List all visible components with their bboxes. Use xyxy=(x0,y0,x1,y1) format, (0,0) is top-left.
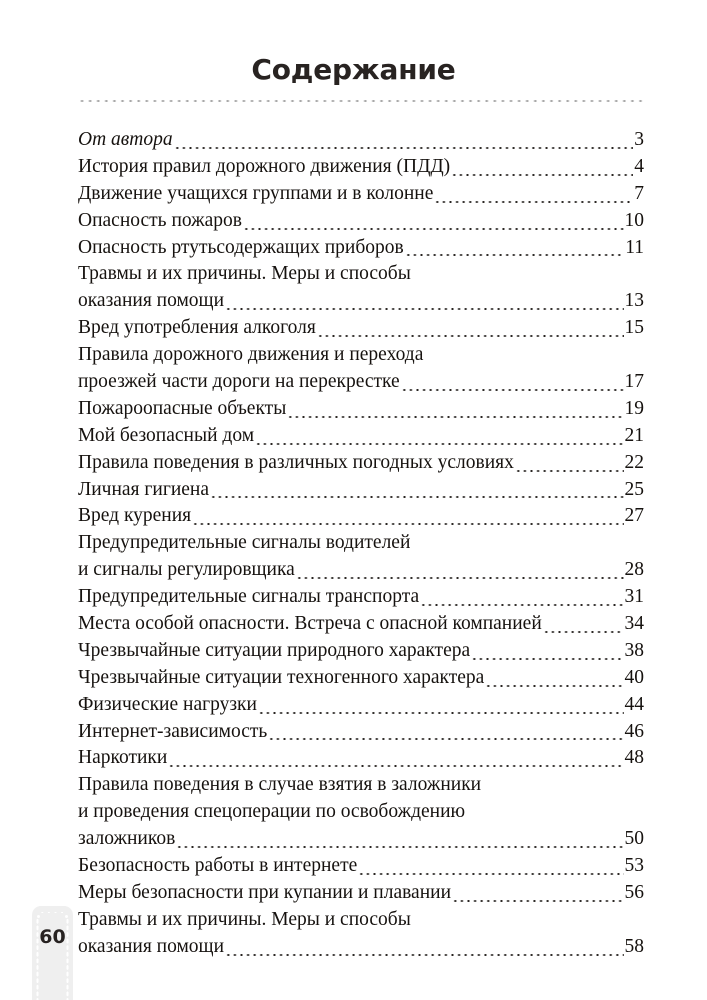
toc-entry-line-final xyxy=(78,559,644,586)
toc-entry-label: Движение учащихся группами и в колонне xyxy=(78,182,434,204)
toc-dot-leader xyxy=(466,801,643,828)
toc-entry[interactable] xyxy=(78,747,644,774)
toc-entry-label: История правил дорожного движения (ПДД) xyxy=(78,155,451,177)
toc-entry-line-final xyxy=(78,936,644,963)
toc-dot-leader xyxy=(358,855,623,882)
toc-entry-line-final xyxy=(78,317,644,344)
toc-entry[interactable] xyxy=(78,721,644,748)
toc-entry[interactable] xyxy=(78,156,644,183)
toc-dot-leader xyxy=(176,828,623,855)
toc-entry-line-final xyxy=(78,882,644,909)
toc-entry-label: Наркотики xyxy=(78,747,168,769)
toc-entry-label: Вред курения xyxy=(78,505,192,527)
toc-entry-label: оказания помощи xyxy=(78,290,225,312)
toc-dot-leader xyxy=(434,183,633,210)
toc-entry[interactable] xyxy=(78,505,644,532)
toc-entry-label: Опасность пожаров xyxy=(78,209,242,231)
toc-entry-page-number: 40 xyxy=(624,666,644,688)
toc-dot-leader xyxy=(412,909,643,936)
toc-entry-line-cont xyxy=(78,344,644,371)
toc-dot-leader xyxy=(405,237,624,264)
toc-entry-line-final xyxy=(78,640,644,667)
toc-entry-line-final xyxy=(78,667,644,694)
toc-entry[interactable] xyxy=(78,263,644,317)
toc-entry-page-number: 17 xyxy=(624,371,644,393)
toc-dot-leader xyxy=(296,559,624,586)
toc-dot-leader xyxy=(225,936,623,963)
toc-dot-leader xyxy=(543,613,624,640)
tab-dotted-border-top xyxy=(39,911,66,914)
toc-entry-page-number: 53 xyxy=(624,855,644,877)
toc-entry-label: Меры безопасности при купании и плавании xyxy=(78,881,452,903)
toc-dot-leader xyxy=(168,747,623,774)
toc-entry-line-cont xyxy=(78,263,644,290)
toc-entry-page-number: 50 xyxy=(624,828,644,850)
toc-entry-line-final xyxy=(78,721,644,748)
toc-dot-leader xyxy=(258,694,624,721)
toc-dot-leader xyxy=(174,129,634,156)
toc-entry-line-final xyxy=(78,694,644,721)
toc-dot-leader xyxy=(255,425,623,452)
toc-dot-leader xyxy=(424,344,643,371)
toc-entry-line-final xyxy=(78,183,644,210)
toc-entry[interactable] xyxy=(78,129,644,156)
toc-entry[interactable] xyxy=(78,532,644,586)
tab-corner-dot-top-right xyxy=(65,915,68,918)
toc-entry-label: заложников xyxy=(78,828,176,850)
toc-entry-line-final xyxy=(78,586,644,613)
toc-entry[interactable] xyxy=(78,613,644,640)
toc-entry-line-cont xyxy=(78,801,644,828)
toc-entry-label: проезжей части дороги на перекрестке xyxy=(78,371,400,393)
toc-entry[interactable] xyxy=(78,398,644,425)
toc-entry-line-final xyxy=(78,210,644,237)
toc-entry[interactable] xyxy=(78,317,644,344)
toc-entry-page-number: 7 xyxy=(634,182,644,204)
toc-entry[interactable] xyxy=(78,909,644,963)
toc-dot-leader xyxy=(515,452,624,479)
toc-entry[interactable] xyxy=(78,586,644,613)
toc-entry-label: Правила поведения в различных погодных условиях xyxy=(78,451,514,473)
toc-entry[interactable] xyxy=(78,452,644,479)
toc-dot-leader xyxy=(411,532,643,559)
toc-entry[interactable] xyxy=(78,479,644,506)
toc-dot-leader xyxy=(192,505,623,532)
toc-entry-label: Чрезвычайные ситуации техногенного характера xyxy=(78,666,485,688)
toc-entry-line-cont xyxy=(78,774,644,801)
toc-entry[interactable] xyxy=(78,882,644,909)
toc-entry-page-number: 25 xyxy=(624,478,644,500)
toc-entry-page-number: 58 xyxy=(624,935,644,957)
toc-entry-page-number: 11 xyxy=(625,236,644,258)
toc-entry[interactable] xyxy=(78,344,644,398)
toc-entry-label: Мой безопасный дом xyxy=(78,424,255,446)
toc-entry-label: Травмы и их причины. Меры и способы xyxy=(78,908,411,930)
toc-entry-line-final xyxy=(78,828,644,855)
toc-entry[interactable] xyxy=(78,774,644,855)
toc-entry-label: и сигналы регулировщика xyxy=(78,559,295,581)
toc-entry[interactable] xyxy=(78,855,644,882)
toc-entry-line-final xyxy=(78,855,644,882)
toc-entry-line-final xyxy=(78,129,644,156)
title-divider xyxy=(78,99,644,103)
toc-entry-page-number: 21 xyxy=(624,424,644,446)
toc-entry[interactable] xyxy=(78,183,644,210)
toc-entry-page-number: 27 xyxy=(624,505,644,527)
toc-entry-line-final xyxy=(78,452,644,479)
toc-entry-line-final xyxy=(78,290,644,317)
toc-dot-leader xyxy=(268,721,623,748)
toc-entry-line-final xyxy=(78,613,644,640)
toc-entry-label: Вред употребления алкоголя xyxy=(78,317,316,339)
toc-entry[interactable] xyxy=(78,640,644,667)
toc-entry-label: Правила дорожного движения и перехода xyxy=(78,344,424,366)
page-number-tab xyxy=(32,906,73,1000)
toc-entry-page-number: 31 xyxy=(624,586,644,608)
toc-entry-page-number: 28 xyxy=(624,559,644,581)
toc-entry-line-final xyxy=(78,747,644,774)
toc-entry-page-number: 46 xyxy=(624,720,644,742)
toc-entry-line-final xyxy=(78,505,644,532)
toc-dot-leader xyxy=(412,263,643,290)
toc-entry-line-final xyxy=(78,398,644,425)
toc-dot-leader xyxy=(225,290,623,317)
toc-entry-label: Пожароопасные объекты xyxy=(78,397,287,419)
toc-dot-leader xyxy=(451,156,633,183)
toc-entry-page-number: 34 xyxy=(624,613,644,635)
toc-entry-line-cont xyxy=(78,532,644,559)
toc-dot-leader xyxy=(471,640,623,667)
toc-dot-leader xyxy=(485,667,623,694)
page-number: 60 xyxy=(39,926,66,948)
toc-entry[interactable] xyxy=(78,237,644,264)
toc-dot-leader xyxy=(401,371,624,398)
toc-entry-page-number: 22 xyxy=(624,451,644,473)
toc-entry-page-number: 3 xyxy=(634,129,644,150)
toc-entry-page-number: 15 xyxy=(624,317,644,339)
toc-entry-label: Травмы и их причины. Меры и способы xyxy=(78,263,411,285)
tab-corner-dot-top-left xyxy=(37,915,40,918)
toc-entry-label: Безопасность работы в интернете xyxy=(78,855,358,877)
toc-entry[interactable] xyxy=(78,425,644,452)
toc-entry-page-number: 4 xyxy=(634,155,644,177)
toc-entry-page-number: 19 xyxy=(624,397,644,419)
toc-entry-page-number: 44 xyxy=(624,693,644,715)
toc-dot-leader xyxy=(317,317,624,344)
toc-dot-leader xyxy=(287,398,623,425)
toc-entry-label: оказания помощи xyxy=(78,935,225,957)
toc-entry-label: Места особой опасности. Встреча с опасной компанией xyxy=(78,613,542,635)
toc-entry-line-final xyxy=(78,479,644,506)
toc-dot-leader xyxy=(452,882,623,909)
toc-entry-page-number: 48 xyxy=(624,747,644,769)
toc-dot-leader xyxy=(420,586,623,613)
toc-entry-page-number: 38 xyxy=(624,639,644,661)
toc-entry[interactable] xyxy=(78,694,644,721)
toc-entry-list xyxy=(78,129,644,963)
toc-entry[interactable] xyxy=(78,667,644,694)
toc-entry-page-number: 13 xyxy=(624,290,644,312)
toc-dot-leader xyxy=(210,479,623,506)
toc-entry-label: Чрезвычайные ситуации природного характера xyxy=(78,639,471,661)
toc-entry-label: и проведения спецоперации по освобождению xyxy=(78,801,466,823)
toc-entry-label: Предупредительные сигналы транспорта xyxy=(78,586,420,608)
toc-entry-label: Опасность ртутьсодержащих приборов xyxy=(78,236,404,258)
toc-entry[interactable] xyxy=(78,210,644,237)
toc-entry-page-number: 56 xyxy=(624,881,644,903)
toc-dot-leader xyxy=(243,210,624,237)
toc-entry-line-cont xyxy=(78,909,644,936)
toc-entry-label: Личная гигиена xyxy=(78,478,210,500)
toc-entry-line-final xyxy=(78,156,644,183)
toc-entry-label: От автора xyxy=(78,129,173,150)
toc-entry-label: Правила поведения в случае взятия в заложники xyxy=(78,774,482,796)
toc-entry-page-number: 10 xyxy=(624,209,644,231)
toc-entry-label: Интернет-зависимость xyxy=(78,720,268,742)
page-title: Содержание xyxy=(251,53,456,86)
toc-entry-label: Предупредительные сигналы водителей xyxy=(78,532,411,554)
toc-entry-label: Физические нагрузки xyxy=(78,693,257,715)
toc-entry-line-final xyxy=(78,237,644,264)
toc-dot-leader xyxy=(482,774,643,801)
toc-entry-line-final xyxy=(78,371,644,398)
toc-entry-line-final xyxy=(78,425,644,452)
